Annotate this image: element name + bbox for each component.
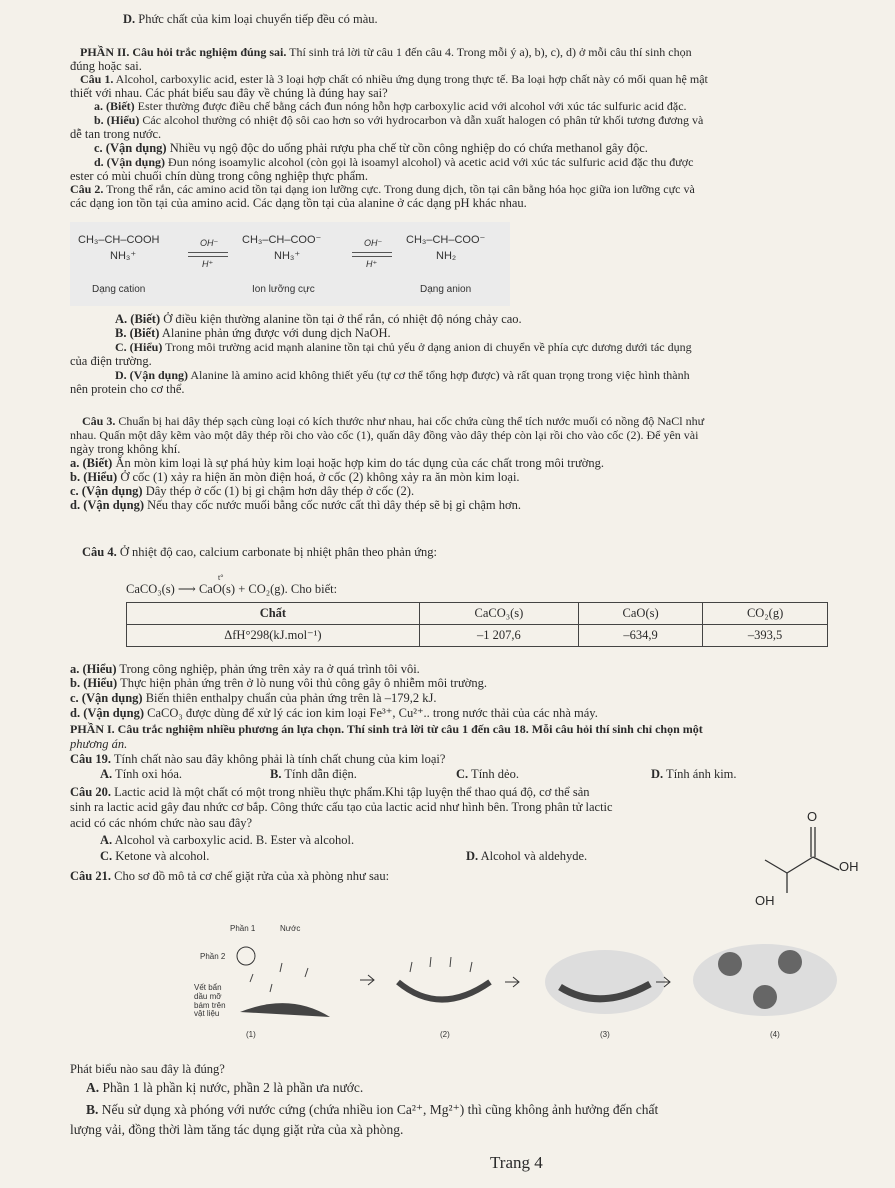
part1-heading: PHẦN I. Câu trắc nghiệm nhiều phương án lựa chọn. Thí sinh trả lời từ câu 1 đến câu 18. Mỗi câu hỏi thí sinh chỉ chọn một <box>70 722 703 736</box>
option-d: d. (Vận dụng) Đun nóng isoamylic alcohol (còn gọi là isoamyl alcohol) và acetic acid với xúc tác sulfuric acid đặc thu được <box>94 155 694 169</box>
oh-label: OH⁻ <box>364 238 383 248</box>
text-line: D. Phức chất của kim loại chuyển tiếp đều có màu. <box>123 12 378 26</box>
table-header-row <box>127 603 828 625</box>
text-line: dễ tan trong nước. <box>70 127 162 141</box>
table-cell: ΔfH°298(kJ.mol⁻¹) <box>127 625 420 647</box>
question-21: Câu 21. Cho sơ đồ mô tả cơ chế giặt rửa của xà phòng như sau: <box>70 869 390 883</box>
anion-formula: CH₃–CH–COO⁻ <box>406 234 486 246</box>
soap-mechanism-diagram <box>180 922 880 1040</box>
option-c[interactable]: C. Tính dẻo. <box>456 767 519 781</box>
option-d: d. (Vận dụng) CaCO₃ được dùng để xử lý các ion kim loại Fe³⁺, Cu²⁺.. trong nước thải của các nhà máy. <box>70 706 598 720</box>
anion-amine: NH₂ <box>436 250 457 262</box>
question-4: Câu 4. Ở nhiệt độ cao, calcium carbonate bị nhiệt phân theo phản ứng: <box>82 545 437 559</box>
zwitterion-formula: CH₃–CH–COO⁻ <box>242 234 322 246</box>
oxygen-label: O <box>807 809 818 824</box>
text-line: acid có các nhóm chức nào sau đây? <box>70 816 253 830</box>
part1-label: Phần 1 <box>230 924 256 933</box>
micelle <box>753 985 777 1009</box>
question-2: Câu 2. Trong thể rắn, các amino acid tồn tại dạng ion lưỡng cực. Trong dung dịch, tồn tại cân bằng hóa học giữa ion lưỡng cực và <box>70 182 695 196</box>
stage-3-label: (3) <box>600 1030 610 1039</box>
text-line: lượng vải, đồng thời làm tăng tác dụng giặt rửa của xà phòng. <box>70 1122 404 1137</box>
option-a: A. (Biết) Ở điều kiện thường alanine tồn tại ở thể rắn, có nhiệt độ nóng chảy cao. <box>115 312 522 326</box>
equilibrium-arrow <box>188 252 228 253</box>
option-c: c. (Vận dụng) Dây thép ở cốc (1) bị gỉ chậm hơn dây thép ở cốc (2). <box>70 484 415 498</box>
enthalpy-table <box>126 602 828 647</box>
equilibrium-arrow <box>352 252 392 253</box>
head-circle <box>237 947 255 965</box>
option-d: d. (Vận dụng) Nếu thay cốc nước muối bằng cốc nước cất thì dây thép sẽ bị gỉ chậm hơn. <box>70 498 522 512</box>
text-line: ester có mùi chuối chín dùng trong công nghiệp thực phẩm. <box>70 169 369 183</box>
text-line: thiết với nhau. Các phát biểu sau đây về chúng là đúng hay sai? <box>70 86 388 100</box>
hydroxyl-label: OH <box>755 893 775 908</box>
alanine-equilibrium-figure <box>70 222 510 306</box>
option-a: a. (Biết) Ăn mòn kim loại là sự phá hủy kim loại hoặc hợp kim do tác dụng của các chất trong môi trường. <box>70 456 604 470</box>
table-cell: CaCO₃(s) <box>419 603 578 625</box>
table-cell: –393,5 <box>703 625 828 647</box>
option-b[interactable]: B. Nếu sử dụng xà phóng với nước cứng (chứa nhiều ion Ca²⁺, Mg²⁺) thì cũng không ảnh hưởng đến chất <box>86 1102 659 1117</box>
option-a: a. (Biết) Ester thường được điều chế bằng cách đun nóng hỗn hợp carboxylic acid với alcohol với xúc tác sulfuric acid đặc. <box>94 99 687 113</box>
option-b[interactable]: B. Tính dẫn điện. <box>270 767 357 781</box>
reaction-equation: CaCO₃(s) ⟶ CaO(s) + CO₂(g). Cho biết: <box>126 582 338 596</box>
option-c[interactable]: C. Ketone và alcohol. <box>100 849 210 863</box>
zwitterion-label: Ion lưỡng cực <box>252 284 315 295</box>
text-line: nhau. Quấn một dây kẽm vào một dây thép rồi cho vào cốc (1), quấn dây đồng vào dây thép còn lại rồi cho vào cốc (2). Để yên vài <box>70 428 699 442</box>
option-a: a. (Hiểu) Trong công nghiệp, phản ứng trên xảy ra ở quá trình tôi vôi. <box>70 662 420 676</box>
zwitterion-amine: NH₃⁺ <box>274 250 301 262</box>
stage-4-label: (4) <box>770 1030 780 1039</box>
cation-label: Dạng cation <box>92 284 146 295</box>
text-line: nên protein cho cơ thể. <box>70 382 185 396</box>
micelle <box>778 950 802 974</box>
option-b: b. (Hiểu) Các alcohol thường có nhiệt độ sôi cao hơn so với hydrocarbon và dẫn xuất halogen có phân tử khối tương đương và <box>94 113 704 127</box>
stain-lifting <box>398 982 490 1000</box>
option-c: c. (Vận dụng) Biến thiên enthalpy chuẩn của phản ứng trên là –179,2 kJ. <box>70 691 437 705</box>
table-cell: CaO(s) <box>579 603 703 625</box>
h-label: H⁺ <box>366 259 378 269</box>
option-d[interactable]: D. Tính ánh kim. <box>651 767 737 781</box>
text-line: sinh ra lactic acid gây đau nhức cơ bắp. Công thức cấu tạo của lactic acid như hình bên. Trong phân tử lactic <box>70 800 613 814</box>
micelle <box>718 952 742 976</box>
text-line: ngày trong không khí. <box>70 442 181 456</box>
soap-stages <box>180 922 880 1022</box>
table-cell: CO₂(g) <box>703 603 828 625</box>
cation-formula: CH₃–CH–COOH <box>78 234 160 246</box>
table-cell: –634,9 <box>579 625 703 647</box>
option-b: B. (Biết) Alanine phản ứng được với dung dịch NaOH. <box>115 326 391 340</box>
molecule-marks <box>410 957 472 972</box>
temperature-label: t° <box>218 573 224 582</box>
lactic-acid-structure <box>755 805 875 908</box>
option-a[interactable]: A. Tính oxi hóa. <box>100 767 183 781</box>
text-line: phương án. <box>70 737 128 751</box>
water-label: Nước <box>280 924 301 933</box>
option-a[interactable]: A. Phần 1 là phần kị nước, phần 2 là phần ưa nước. <box>86 1080 364 1095</box>
option-b: b. (Hiểu) Thực hiện phản ứng trên ở lò nung vôi thủ công gây ô nhiễm môi trường. <box>70 676 487 690</box>
hydroxyl-label: OH <box>839 859 859 874</box>
text-line: của điện trường. <box>70 354 152 368</box>
h-label: H⁺ <box>202 259 214 269</box>
part2-heading: PHẦN II. Câu hỏi trắc nghiệm đúng sai. Thí sinh trả lời từ câu 1 đến câu 4. Trong mỗi ý a), b), c), d) ở mỗi câu thí sinh chọn <box>80 45 692 59</box>
option-d: D. (Vận dụng) Alanine là amino acid không thiết yếu (tự cơ thể tổng hợp được) và rất quan trọng trong việc hình thành <box>115 368 690 382</box>
option-d[interactable]: D. Alcohol và aldehyde. <box>466 849 588 863</box>
table-cell: Chất <box>127 603 420 625</box>
equilibrium-arrow <box>188 256 228 257</box>
stage-1-label: (1) <box>246 1030 256 1039</box>
question-19: Câu 19. Tính chất nào sau đây không phải là tính chất chung của kim loại? <box>70 752 446 766</box>
part2-label: Phần 2 <box>200 952 226 961</box>
stain-blob <box>240 1003 330 1017</box>
arrow-1 <box>360 975 374 985</box>
option-c: C. (Hiểu) Trong môi trường acid mạnh alanine tồn tại chủ yếu ở dạng anion di chuyển về phía cực dương dưới tác dụng <box>115 340 692 354</box>
molecule-marks <box>250 963 308 992</box>
option-c: c. (Vận dụng) Nhiều vụ ngộ độc do uống phải rượu pha chế từ cồn công nghiệp do có chứa methanol gây độc. <box>94 141 648 155</box>
stage-2-label: (2) <box>440 1030 450 1039</box>
cation-amine: NH₃⁺ <box>110 250 137 262</box>
oh-label: OH⁻ <box>200 238 219 248</box>
stain-label: Vết bẩn dầu mỡ bám trên vật liệu <box>194 983 226 1019</box>
arrow-2 <box>505 977 519 987</box>
anion-label: Dạng anion <box>420 284 472 295</box>
text-line: Phát biểu nào sau đây là đúng? <box>70 1062 225 1076</box>
option-b: b. (Hiểu) Ở cốc (1) xảy ra hiện ăn mòn điện hoá, ở cốc (2) không xảy ra ăn mòn kim loại. <box>70 470 520 484</box>
equilibrium-arrow <box>352 256 392 257</box>
page-number: Trang 4 <box>490 1153 543 1172</box>
question-3: Câu 3. Chuẩn bị hai dây thép sạch cùng loại có kích thước như nhau, hai cốc chứa cùng thể tích nước muối có nồng độ NaCl như <box>82 414 705 428</box>
text-line: đúng hoặc sai. <box>70 59 142 73</box>
text-line: các dạng ion tồn tại của amino acid. Các dạng tồn tại của alanine ở các dạng pH khác nhau. <box>70 196 527 210</box>
question-20: Câu 20. Lactic acid là một chất có một trong nhiều thực phẩm.Khi tập luyện thể thao quá độ, cơ thể sản <box>70 785 590 799</box>
table-row <box>127 625 828 647</box>
table-cell: –1 207,6 <box>419 625 578 647</box>
option-a-b[interactable]: A. Alcohol và carboxylic acid. B. Ester và alcohol. <box>100 833 355 847</box>
question-1: Câu 1. Alcohol, carboxylic acid, ester là 3 loại hợp chất có nhiều ứng dụng trong thực tế. Ba loại hợp chất này có mối quan hệ mật <box>80 72 708 86</box>
